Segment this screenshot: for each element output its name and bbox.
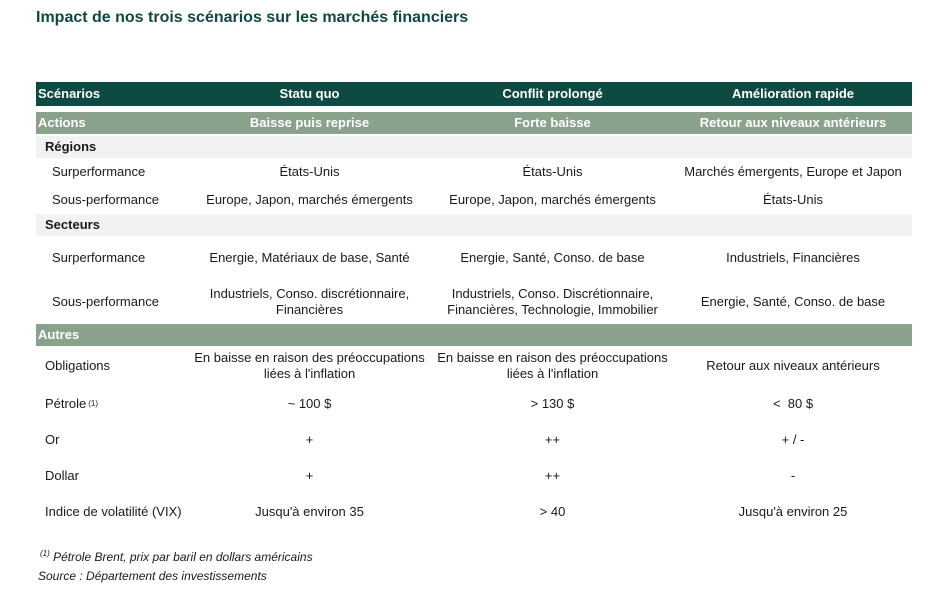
table-cell: > 130 $: [530, 396, 575, 411]
table-cell: En baisse en raison des préoccupations liées à l'inflation: [437, 350, 668, 381]
sectors-section-row: [36, 214, 912, 236]
table-cell: ~ 100 $: [287, 396, 332, 411]
table-cell: Europe, Japon, marchés émergents: [206, 192, 413, 207]
others-group-label: Autres: [38, 327, 80, 342]
sectors-outperform-row: [36, 236, 912, 280]
table-cell: Retour aux niveaux antérieurs: [706, 358, 880, 373]
source-note: Source : Département des investissements: [38, 569, 267, 583]
others-group-row: [36, 324, 912, 346]
table-cell: États-Unis: [522, 164, 583, 179]
table-cell: > 40: [539, 504, 566, 519]
row-label: Surperformance: [52, 164, 146, 179]
table-cell: -: [790, 468, 796, 483]
table-cell: En baisse en raison des préoccupations liées à l'inflation: [194, 350, 425, 381]
table-cell: < 80 $: [772, 396, 814, 411]
bonds-row: [36, 346, 912, 386]
table-cell: Industriels, Financières: [726, 250, 860, 265]
row-label: Sous-performance: [52, 192, 159, 207]
scenario-table: [36, 82, 912, 530]
oil-row: [36, 386, 912, 422]
dollar-row: [36, 458, 912, 494]
header-cell-status-quo: Statu quo: [279, 86, 340, 101]
table-cell: Europe, Japon, marchés émergents: [449, 192, 656, 207]
table-cell: Industriels, Conso. discrétionnaire, Financières: [209, 286, 410, 317]
sectors-underperform-row: [36, 280, 912, 324]
actions-label: Actions: [38, 115, 86, 130]
table-cell: États-Unis: [279, 164, 340, 179]
table-cell: + / -: [781, 432, 805, 447]
table-cell: Industriels, Conso. Discrétionnaire, Financières, Technologie, Immobilier: [447, 286, 658, 317]
row-label: Obligations: [45, 358, 111, 373]
table-cell: +: [305, 432, 314, 447]
actions-cell-status-quo: Baisse puis reprise: [249, 115, 370, 130]
header-cell-rapid-improvement: Amélioration rapide: [731, 86, 855, 101]
actions-row: [36, 112, 912, 134]
row-label: Or: [45, 432, 60, 447]
actions-cell-prolonged-conflict: Forte baisse: [514, 115, 591, 130]
table-header-row: [36, 82, 912, 106]
row-label: Sous-performance: [52, 294, 159, 309]
regions-underperform-row: [36, 186, 912, 214]
regions-section-label: Régions: [45, 139, 97, 154]
header-cell-scenarios: Scénarios: [38, 86, 101, 101]
row-label: Dollar: [45, 468, 79, 483]
table-cell: Jusqu'à environ 25: [738, 504, 848, 519]
footnote-text: Pétrole Brent, prix par baril en dollars américains: [53, 550, 313, 564]
vix-row: [36, 494, 912, 530]
gold-row: [36, 422, 912, 458]
table-cell: Jusqu'à environ 35: [255, 504, 364, 519]
regions-outperform-row: [36, 158, 912, 186]
actions-cell-rapid-improvement: Retour aux niveaux antérieurs: [699, 115, 887, 130]
oil-label: Pétrole: [45, 396, 87, 411]
row-label: Indice de volatilité (VIX): [45, 504, 182, 519]
footnote-marker: (1): [40, 549, 50, 558]
table-cell: Marchés émergents, Europe et Japon: [684, 164, 902, 179]
row-label: Pétrole (1): [45, 396, 98, 411]
header-cell-prolonged-conflict: Conflit prolongé: [502, 86, 603, 101]
table-cell: ++: [544, 432, 561, 447]
table-cell: ++: [544, 468, 561, 483]
table-cell: États-Unis: [763, 192, 823, 207]
footnote: [38, 550, 313, 564]
sectors-section-label: Secteurs: [45, 217, 100, 232]
table-cell: +: [305, 468, 314, 483]
table-cell: Energie, Santé, Conso. de base: [460, 250, 645, 265]
table-cell: Energie, Matériaux de base, Santé: [209, 250, 410, 265]
row-label: Surperformance: [52, 250, 146, 265]
table-cell: Energie, Santé, Conso. de base: [700, 294, 886, 309]
regions-section-row: [36, 136, 912, 158]
page-title: Impact de nos trois scénarios sur les marchés financiers: [36, 9, 469, 26]
